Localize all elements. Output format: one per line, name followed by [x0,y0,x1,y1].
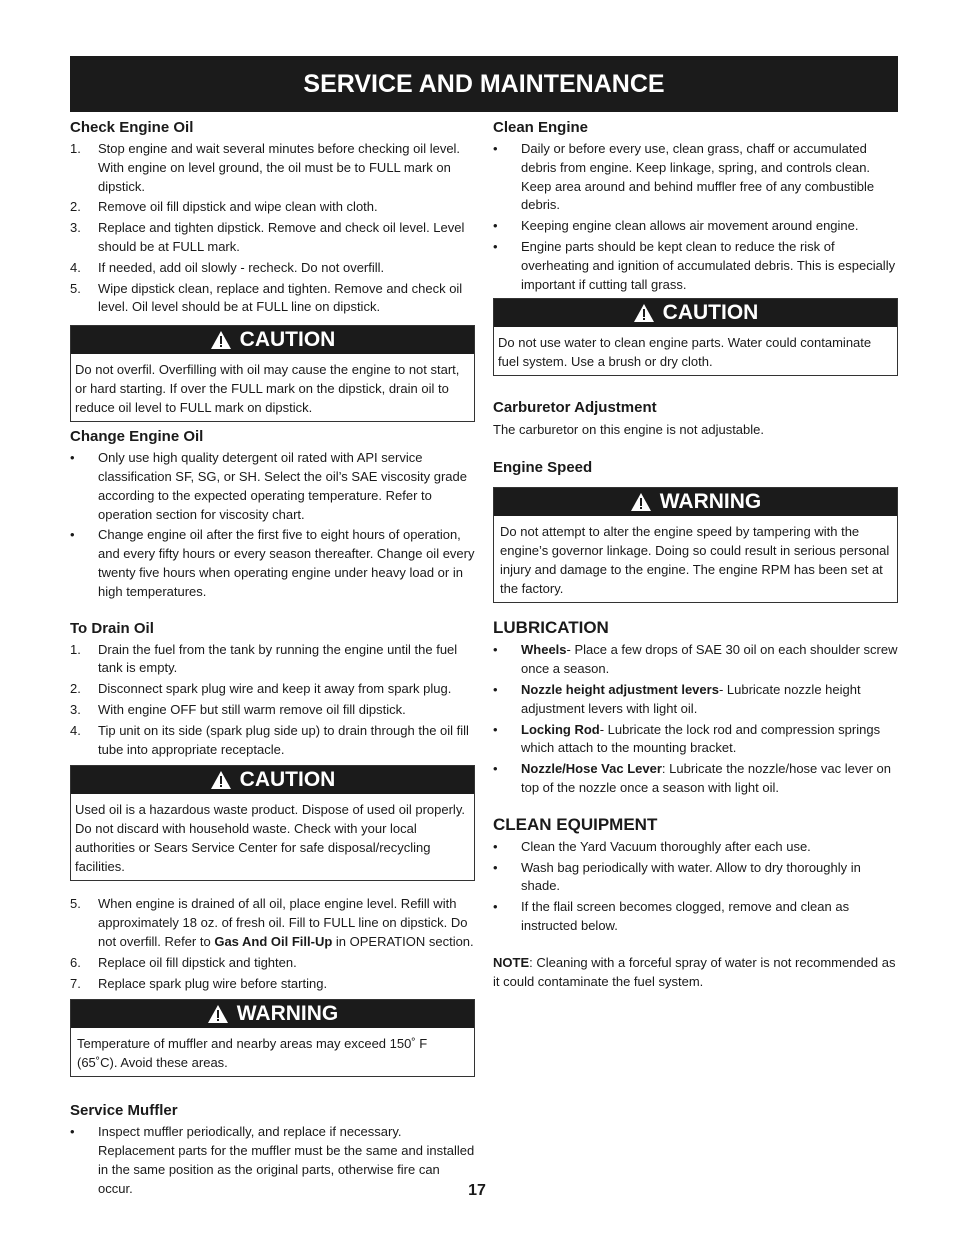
list-item-text: Daily or before every use, clean grass, chaff or accumulated debris from engine. Keep linkage, spring, and controls clean. Keep area around and behind muffler free of any combustible debris. [521,141,875,213]
list-item-term: Wheels [521,642,567,658]
service-muffler-heading: Service Muffler [70,1102,178,1120]
list-marker: • [493,681,498,697]
list-item-text: Inspect muffler periodically, and replace if necessary. Replacement parts for the muffler must be the same and installed in the same position as the original parts, otherwise fire can occur. [98,1124,475,1196]
list-item-text: Stop engine and wait several minutes before checking oil level. With engine on level ground, the oil must be to FULL mark on dipstick. [98,141,461,194]
list-item [493,140,898,215]
list-item [493,859,898,897]
list-item-text: Wipe dipstick clean, replace and tighten. Remove and check oil level. Oil level should be at FULL line on dipstick. [98,280,463,315]
lubrication-heading: LUBRICATION [493,618,609,638]
warning-text: Temperature of muffler and nearby areas may exceed 150˚ F (65˚C). Avoid these areas. [77,1036,428,1071]
lubrication-list [493,641,898,797]
caution-header [71,326,474,354]
list-marker: 3. [70,701,81,717]
warning-header [494,488,897,516]
list-item [493,641,898,679]
warning-box-engine-speed [493,487,898,603]
list-item [70,975,475,994]
warning-triangle-icon [210,770,232,790]
list-marker: • [493,838,498,854]
list-marker: • [493,761,498,777]
list-marker: 2. [70,681,81,697]
list-item-text: Only use high quality detergent oil rated with API service classification SF, SG, or SH. Select the oil’s SAE viscosity grade according to the expected operating temperature. Refer to operation section for viscosity chart. [98,450,467,522]
list-item-term: Locking Rod [521,721,600,737]
change-engine-oil-list [70,449,475,601]
list-marker: • [493,218,498,234]
warning-triangle-icon [633,303,655,323]
caution-header [494,299,897,327]
note-label: NOTE [493,954,530,970]
left-column [70,118,475,1201]
list-item [70,219,475,257]
page-number: 17 [468,1182,486,1199]
list-item-text: If needed, add oil slowly - recheck. Do not overfill. [98,259,385,275]
list-item [70,526,475,601]
caution-box-used-oil [70,765,475,881]
list-marker: • [70,527,75,543]
list-item [493,681,898,719]
list-item-text: With engine OFF but still warm remove oil fill dipstick. [98,701,406,717]
caution-box-water [493,298,898,376]
list-marker: 5. [70,280,81,296]
list-item [493,898,898,936]
list-marker: 6. [70,954,81,970]
list-item [70,722,475,760]
gas-oil-fillup-reference: Gas And Oil Fill-Up [214,933,333,949]
list-item-text: Tip unit on its side (spark plug side up) to drain through the oil fill tube into appropriate receptacle. [98,722,469,757]
caution-box-overfill [70,325,475,422]
drain-oil-heading: To Drain Oil [70,619,154,637]
list-item [493,721,898,759]
caution-label: CAUTION [662,301,759,325]
clean-equipment-heading: CLEAN EQUIPMENT [493,814,658,834]
list-item-text: Change engine oil after the first five to eight hours of operation, and every fifty hours or every season thereafter. Change oil every twenty five hours when operating engine under heavy load or in high temperatures. [98,527,475,599]
list-item-text: - Lubricate nozzle height adjustment levers with light oil. [521,681,861,716]
caution-text: Do not overfil. Overfilling with oil may cause the engine to not start, or hard starting. If over the FULL mark on the dipstick, drain oil to reduce oil level to FULL mark on dipstick. [75,362,460,416]
list-marker: • [493,859,498,875]
list-item [70,680,475,699]
list-marker: 1. [70,141,81,156]
list-marker: 1. [70,641,81,657]
page-title: SERVICE AND MAINTENANCE [303,69,665,98]
list-item [493,217,898,236]
list-item [493,760,898,798]
list-item-text: - Place a few drops of SAE 30 oil on each shoulder screw once a season. [521,642,898,677]
list-item-term: Nozzle/Hose Vac Lever [521,761,662,777]
list-item-text: When engine is drained of all oil, place engine level. Refill with approximately 18 oz. of fresh oil. Fill to FULL line on dipstick. Do not overfill. Refer to [98,896,468,949]
drain-oil-list [70,641,475,760]
list-marker: 4. [70,722,81,738]
check-engine-oil-list [70,140,475,317]
list-item [70,701,475,720]
list-item-text: If the flail screen becomes clogged, remove and clean as instructed below. [521,899,850,933]
warning-triangle-icon [210,330,232,350]
list-item-text: Replace oil fill dipstick and tighten. [98,954,297,970]
list-marker: 4. [70,259,81,275]
warning-label: WARNING [659,490,762,514]
list-marker: • [493,141,498,156]
list-item-text: : Lubricate the nozzle/hose vac lever on top of the nozzle once a season with light oil. [521,761,891,795]
list-item [70,198,475,217]
warning-header [71,1000,474,1028]
caution-text: Used oil is a hazardous waste product. Dispose of used oil properly. Do not discard with household waste. Check with your local authorities or Sears Service Center for safe disposal/recycling facilities. [75,802,465,875]
list-item-text: Keeping engine clean allows air movement around engine. [521,218,859,234]
carburetor-text: The carburetor on this engine is not adjustable. [493,422,765,438]
carburetor-heading: Carburetor Adjustment [493,399,657,417]
list-item-text: Remove oil fill dipstick and wipe clean with cloth. [98,199,378,215]
caution-text: Do not use water to clean engine parts. Water could contaminate fuel system. Use a brush or dry cloth. [498,335,872,370]
list-item [493,238,898,294]
list-item [70,280,475,318]
note-text: : Cleaning with a forceful spray of water is not recommended as it could contaminate the fuel system. [493,954,896,989]
list-marker: 7. [70,975,81,991]
list-item-text: Clean the Yard Vacuum thoroughly after each use. [521,838,811,854]
list-item [70,449,475,524]
warning-label: WARNING [236,1002,339,1026]
list-marker: • [70,1124,75,1140]
list-marker: • [493,642,498,658]
list-item [70,259,475,278]
list-item-text: - Lubricate the lock rod and compression springs which attach to the mounting bracket. [521,721,881,756]
list-item [70,140,475,196]
clean-equipment-list [493,838,898,936]
caution-header [71,766,474,794]
change-engine-oil-heading: Change Engine Oil [70,428,204,446]
warning-triangle-icon [630,492,652,512]
warning-box-muffler-temperature [70,999,475,1077]
list-marker: • [493,238,498,254]
list-marker: • [493,721,498,737]
list-item-text: Disconnect spark plug wire and keep it away from spark plug. [98,681,452,697]
list-item-term: Nozzle height adjustment levers [521,681,719,697]
list-marker: 2. [70,199,81,215]
right-column [493,118,898,991]
check-engine-oil-heading: Check Engine Oil [70,119,194,136]
list-item [70,954,475,973]
list-marker: 5. [70,896,81,912]
note-paragraph [493,953,898,991]
engine-speed-heading: Engine Speed [493,459,593,477]
list-item-text: in OPERATION section. [332,933,474,949]
page-title-banner [70,56,898,112]
list-item-text: Engine parts should be kept clean to reduce the risk of overheating and ignition of accumulated debris. This is especially important if cutting tall grass. [521,238,896,292]
list-item-text: Wash bag periodically with water. Allow to dry thoroughly in shade. [521,859,861,894]
list-item-text: Drain the fuel from the tank by running the engine until the fuel tank is empty. [98,641,458,676]
clean-engine-list [493,140,898,294]
list-marker: • [493,899,498,915]
warning-text: Do not attempt to alter the engine speed by tampering with the engine’s governor linkage. Doing so could result in serious personal injury and damage to the engine. The engine RPM has been set at the factory. [500,524,890,597]
list-item-text: Replace spark plug wire before starting. [98,975,328,991]
warning-triangle-icon [207,1004,229,1024]
list-marker: • [70,450,75,466]
list-item [70,895,475,951]
list-marker: 3. [70,220,81,236]
list-item [70,641,475,679]
drain-oil-list-continued [70,895,475,993]
clean-engine-heading: Clean Engine [493,119,589,136]
list-item-text: Replace and tighten dipstick. Remove and check oil level. Level should be at FULL mark. [98,220,465,254]
caution-label: CAUTION [239,328,336,352]
list-item [493,838,898,857]
caution-label: CAUTION [239,768,336,792]
